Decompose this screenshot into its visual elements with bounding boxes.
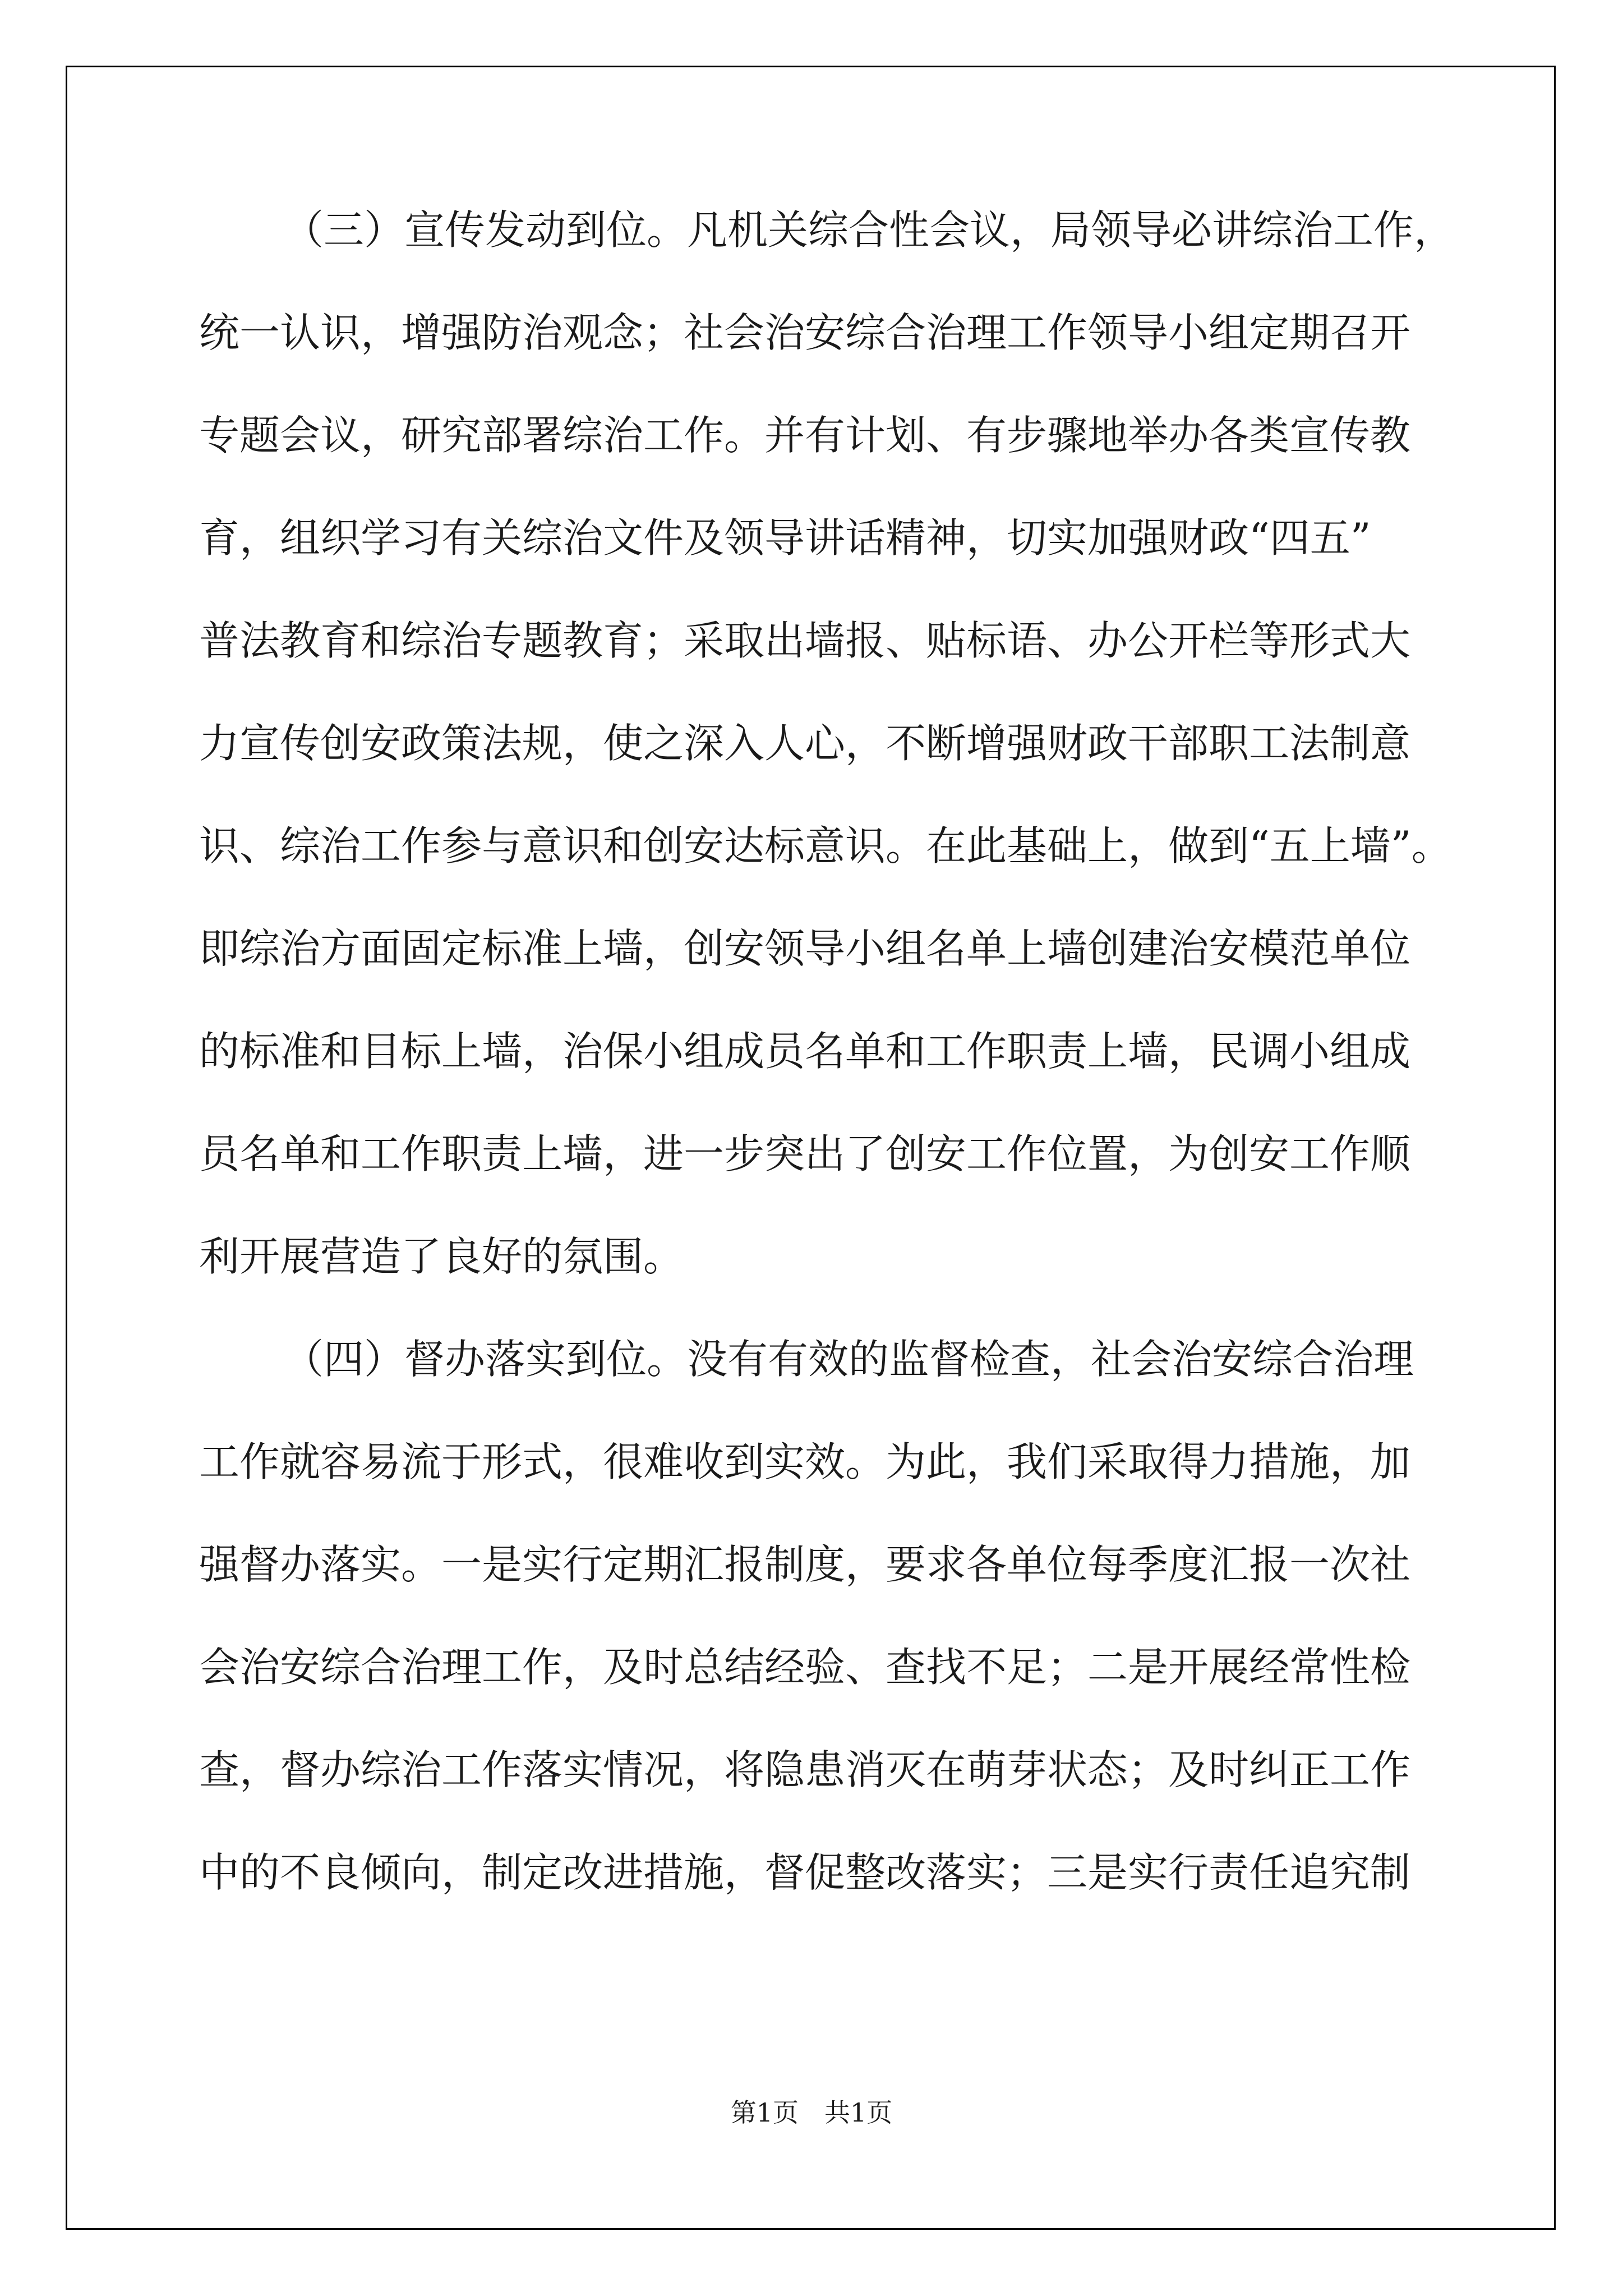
paragraph-line: 力宣传创安政策法规，使之深入人心，不断增强财政干部职工法制意 — [199, 720, 1411, 767]
paragraph-line: 专题会议，研究部署综治工作。并有计划、有步骤地举办各类宣传教 — [199, 412, 1411, 459]
paragraph-line: 的标准和目标上墙，治保小组成员名单和工作职责上墙，民调小组成 — [199, 1028, 1411, 1075]
paragraph-line: 强督办落实。一是实行定期汇报制度，要求各单位每季度汇报一次社 — [199, 1541, 1411, 1588]
paragraph-line: 即综治方面固定标准上墙，创安领导小组名单上墙创建治安模范单位 — [199, 925, 1411, 972]
paragraph-line: 统一认识，增强防治观念；社会治安综合治理工作领导小组定期召开 — [199, 309, 1411, 356]
paragraph-line: 普法教育和综治专题教育；采取出墙报、贴标语、办公开栏等形式大 — [199, 617, 1411, 664]
page-footer: 第1页 共1页 — [730, 2097, 893, 2128]
paragraph-line: 员名单和工作职责上墙，进一步突出了创安工作位置，为创安工作顺 — [199, 1130, 1411, 1177]
paragraph-line: 工作就容易流于形式，很难收到实效。为此，我们采取得力措施，加 — [199, 1438, 1411, 1485]
paragraph-line: （四）督办落实到位。没有有效的监督检查，社会治安综合治理 — [283, 1336, 1414, 1383]
paragraph-line: 中的不良倾向，制定改进措施，督促整改落实；三是实行责任追究制 — [199, 1849, 1411, 1896]
paragraph-line: 利开展营造了良好的氛围。 — [199, 1233, 684, 1280]
paragraph-line: 育，组织学习有关综治文件及领导讲话精神，切实加强财政“四五” — [199, 514, 1371, 562]
paragraph-line: （三）宣传发动到位。凡机关综合性会议，局领导必讲综治工作， — [283, 206, 1455, 254]
paragraph-line: 识、综治工作参与意识和创安达标意识。在此基础上，做到“五上墙”。 — [199, 822, 1452, 869]
paragraph-line: 查，督办综治工作落实情况，将隐患消灭在萌芽状态；及时纠正工作 — [199, 1746, 1411, 1793]
paragraph-line: 会治安综合治理工作，及时总结经验、查找不足；二是开展经常性检 — [199, 1644, 1411, 1691]
